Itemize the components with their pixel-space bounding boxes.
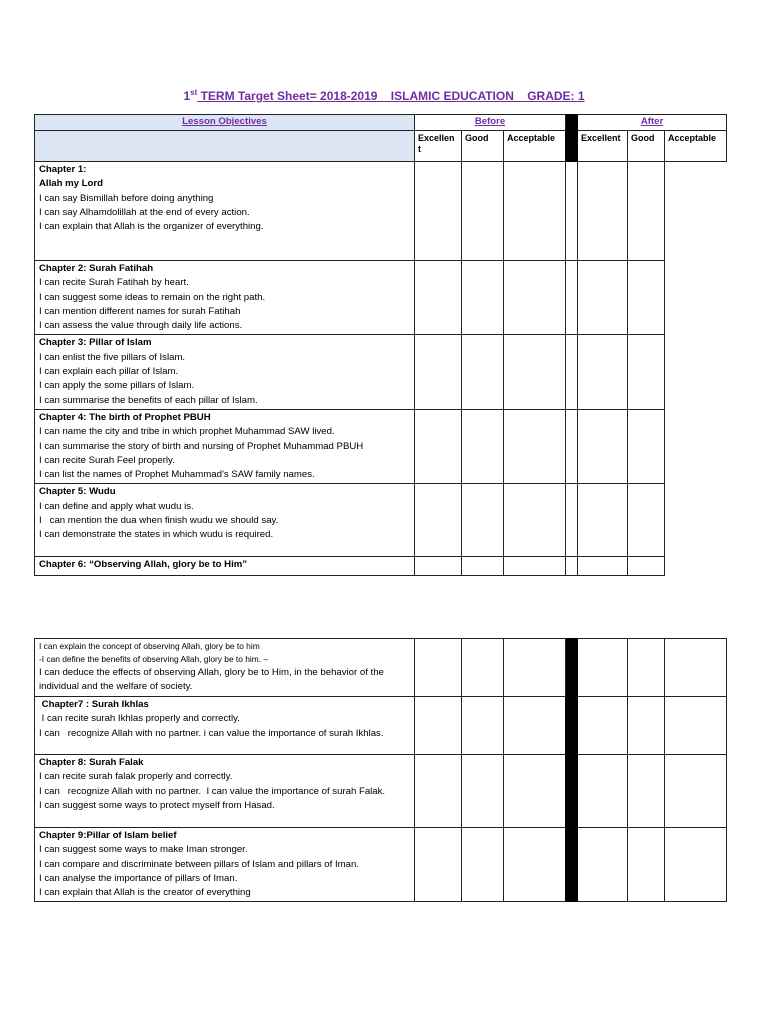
lesson-objective-cell	[35, 162, 415, 261]
before-excellent-cell[interactable]	[415, 697, 462, 755]
before-acceptable-cell[interactable]	[504, 639, 566, 697]
chapter-row	[35, 261, 727, 335]
after-acceptable-cell[interactable]	[665, 639, 727, 697]
after-good-cell[interactable]	[578, 162, 628, 261]
title-ordinal: 1	[183, 89, 191, 103]
before-acceptable-cell[interactable]	[504, 557, 566, 576]
before-header: Before	[415, 115, 566, 131]
after-good-cell[interactable]	[578, 335, 628, 409]
after-excellent-cell[interactable]	[578, 755, 628, 828]
chapter-row	[35, 755, 727, 828]
after-acceptable-cell[interactable]	[628, 484, 665, 557]
chapter-heading: Chapter 2: Surah Fatihah	[39, 263, 154, 274]
objective-line: I can analyse the importance of pillars of Iman.	[39, 872, 238, 884]
lesson-objective-cell	[35, 639, 415, 697]
after-acceptable-cell[interactable]	[628, 261, 665, 335]
chapter-heading: Chapter7 : Surah Ikhlas	[39, 699, 149, 710]
before-excellent-cell[interactable]	[415, 755, 462, 828]
objective-line: I can recognize Allah with no partner. I can value the importance of surah Falak.	[39, 785, 386, 797]
objective-line: I can summarise the story of birth and nursing of Prophet Muhammad PBUH	[39, 440, 364, 452]
objective-line: I can enlist the five pillars of Islam.	[39, 351, 186, 363]
after-good-cell[interactable]	[578, 557, 628, 576]
after-acceptable-cell[interactable]	[665, 755, 727, 828]
objective-line: I can name the city and tribe in which prophet Muhammad SAW lived.	[39, 426, 335, 438]
lesson-objective-cell	[35, 828, 415, 902]
target-sheet-table-page1	[34, 114, 727, 576]
lesson-objective-cell	[35, 335, 415, 409]
page-title	[0, 88, 768, 103]
objective-line: I can define and apply what wudu is.	[39, 500, 194, 512]
after-excellent-cell[interactable]	[578, 828, 628, 902]
after-excellent-cell[interactable]	[566, 557, 578, 576]
after-excellent-cell[interactable]	[578, 697, 628, 755]
after-good-cell[interactable]	[628, 697, 665, 755]
objective-line: I can demonstrate the states in which wudu is required.	[39, 529, 274, 541]
objective-line: I can apply the some pillars of Islam.	[39, 380, 195, 392]
objective-line: I can recite Surah Feel properly.	[39, 454, 175, 466]
before-excellent-cell[interactable]	[415, 484, 462, 557]
after-excellent-cell[interactable]	[578, 639, 628, 697]
before-good-cell[interactable]	[462, 484, 504, 557]
objective-line: I can say Bismillah before doing anything	[39, 192, 214, 204]
chapter-heading: Chapter 6: “Observing Allah, glory be to Him”	[39, 559, 248, 571]
before-good-cell[interactable]	[462, 828, 504, 902]
objective-line: -I can define the benefits of observing Allah, glory be to him. –	[39, 654, 269, 664]
after-acceptable-cell[interactable]	[628, 409, 665, 483]
before-excellent-cell[interactable]	[415, 261, 462, 335]
after-header: After	[578, 115, 727, 131]
before-excellent-cell[interactable]	[415, 557, 462, 576]
after-acceptable-cell[interactable]	[628, 162, 665, 261]
before-excellent-cell[interactable]	[415, 828, 462, 902]
chapter-row	[35, 484, 727, 557]
after-excellent-header: Excellent	[578, 131, 628, 162]
before-excellent-cell[interactable]	[415, 335, 462, 409]
before-acceptable-cell[interactable]	[504, 335, 566, 409]
objective-line: I can explain that Allah is the organizer of everything.	[39, 221, 264, 233]
after-acceptable-cell[interactable]	[665, 697, 727, 755]
chapter-heading: Chapter 5: Wudu	[39, 486, 116, 498]
before-acceptable-cell[interactable]	[504, 261, 566, 335]
after-acceptable-cell[interactable]	[628, 557, 665, 576]
before-acceptable-header: Acceptable	[504, 131, 566, 162]
after-good-header: Good	[628, 131, 665, 162]
before-good-cell[interactable]	[462, 409, 504, 483]
after-excellent-cell[interactable]	[566, 261, 578, 335]
chapter-row	[35, 697, 727, 755]
column-separator	[566, 639, 578, 902]
lesson-objective-cell	[35, 755, 415, 828]
before-excellent-cell[interactable]	[415, 639, 462, 697]
before-good-cell[interactable]	[462, 162, 504, 261]
chapter-subheading: Allah my Lord	[39, 178, 103, 190]
objective-line: I can explain that Allah is the creator of everything	[39, 887, 251, 899]
before-good-cell[interactable]	[462, 557, 504, 576]
objective-line: I can explain the concept of observing Allah, glory be to him	[39, 641, 260, 651]
chapter-row	[35, 162, 727, 261]
target-sheet-table-page2	[34, 638, 727, 902]
objective-line: I can say Alhamdolillah at the end of every action.	[39, 206, 250, 218]
lesson-objective-cell	[35, 261, 415, 335]
after-excellent-cell[interactable]	[566, 409, 578, 483]
objective-line: I can mention different names for surah Fatihah	[39, 305, 241, 317]
chapter-row	[35, 409, 727, 483]
after-acceptable-cell[interactable]	[665, 828, 727, 902]
title-text: TERM Target Sheet= 2018-2019 ISLAMIC EDUCATION GRADE: 1	[197, 89, 585, 103]
before-acceptable-cell[interactable]	[504, 162, 566, 261]
chapter-heading: Chapter 8: Surah Falak	[39, 757, 144, 768]
before-acceptable-cell[interactable]	[504, 484, 566, 557]
before-acceptable-cell[interactable]	[504, 828, 566, 902]
after-acceptable-header: Acceptable	[665, 131, 727, 162]
before-excellent-header: Excellen t	[415, 131, 462, 162]
chapter-heading: Chapter 3: Pillar of Islam	[39, 337, 152, 349]
objective-line: I can mention the dua when finish wudu we should say.	[39, 515, 279, 527]
before-acceptable-cell[interactable]	[504, 697, 566, 755]
chapter-row	[35, 335, 727, 409]
after-good-cell[interactable]	[628, 755, 665, 828]
before-good-header: Good	[462, 131, 504, 162]
after-good-cell[interactable]	[578, 261, 628, 335]
before-good-cell[interactable]	[462, 755, 504, 828]
chapter-heading: Chapter 4: The birth of Prophet PBUH	[39, 411, 211, 423]
after-excellent-cell[interactable]	[566, 162, 578, 261]
before-good-cell[interactable]	[462, 261, 504, 335]
objective-line: I can compare and discriminate between pillars of Islam and pillars of Iman.	[39, 858, 359, 870]
before-acceptable-cell[interactable]	[504, 409, 566, 483]
chapter-heading: Chapter 1:	[39, 164, 87, 175]
objective-line: I can list the names of Prophet Muhammad’s SAW family names.	[39, 469, 315, 481]
after-good-cell[interactable]	[578, 484, 628, 557]
lesson-objectives-header: Lesson Objectives	[35, 115, 415, 131]
objective-line: I can suggest some ways to protect myself from Hasad.	[39, 799, 275, 811]
objective-line: I can suggest some ideas to remain on the right path.	[39, 291, 266, 303]
lesson-objectives-subheader	[35, 131, 415, 162]
chapter-row	[35, 828, 727, 902]
after-excellent-cell[interactable]	[566, 335, 578, 409]
before-acceptable-cell[interactable]	[504, 755, 566, 828]
objective-line: I can recite surah Ikhlas properly and correctly.	[39, 713, 240, 725]
lesson-objective-cell	[35, 484, 415, 557]
objective-line: I can deduce the effects of observing Allah, glory be to Him, in the behavior of the individual and the welfare of society.	[39, 667, 387, 693]
column-separator	[566, 115, 578, 162]
after-excellent-cell[interactable]	[566, 484, 578, 557]
after-good-cell[interactable]	[628, 828, 665, 902]
lesson-objective-cell	[35, 697, 415, 755]
chapter-row	[35, 557, 727, 576]
objective-line: I can explain each pillar of Islam.	[39, 366, 179, 378]
lesson-objective-cell	[35, 557, 415, 576]
before-excellent-cell[interactable]	[415, 162, 462, 261]
before-good-cell[interactable]	[462, 335, 504, 409]
objective-line: I can recite surah falak properly and correctly.	[39, 771, 233, 783]
title-ordinal-suffix: st	[190, 88, 198, 97]
objective-line: I can summarise the benefits of each pillar of Islam.	[39, 394, 258, 406]
lesson-objective-cell	[35, 409, 415, 483]
objective-line: I can assess the value through daily life actions.	[39, 320, 243, 332]
before-good-cell[interactable]	[462, 639, 504, 697]
after-acceptable-cell[interactable]	[628, 335, 665, 409]
before-good-cell[interactable]	[462, 697, 504, 755]
chapter-heading: Chapter 9:Pillar of Islam belief	[39, 830, 177, 841]
objective-line: I can recite Surah Fatihah by heart.	[39, 277, 189, 289]
before-excellent-cell[interactable]	[415, 409, 462, 483]
objective-line: I can suggest some ways to make Iman stronger.	[39, 844, 248, 856]
after-good-cell[interactable]	[578, 409, 628, 483]
chapter-row	[35, 639, 727, 697]
after-good-cell[interactable]	[628, 639, 665, 697]
objective-line: I can recognize Allah with no partner. i can value the importance of surah Ikhlas.	[39, 727, 384, 739]
